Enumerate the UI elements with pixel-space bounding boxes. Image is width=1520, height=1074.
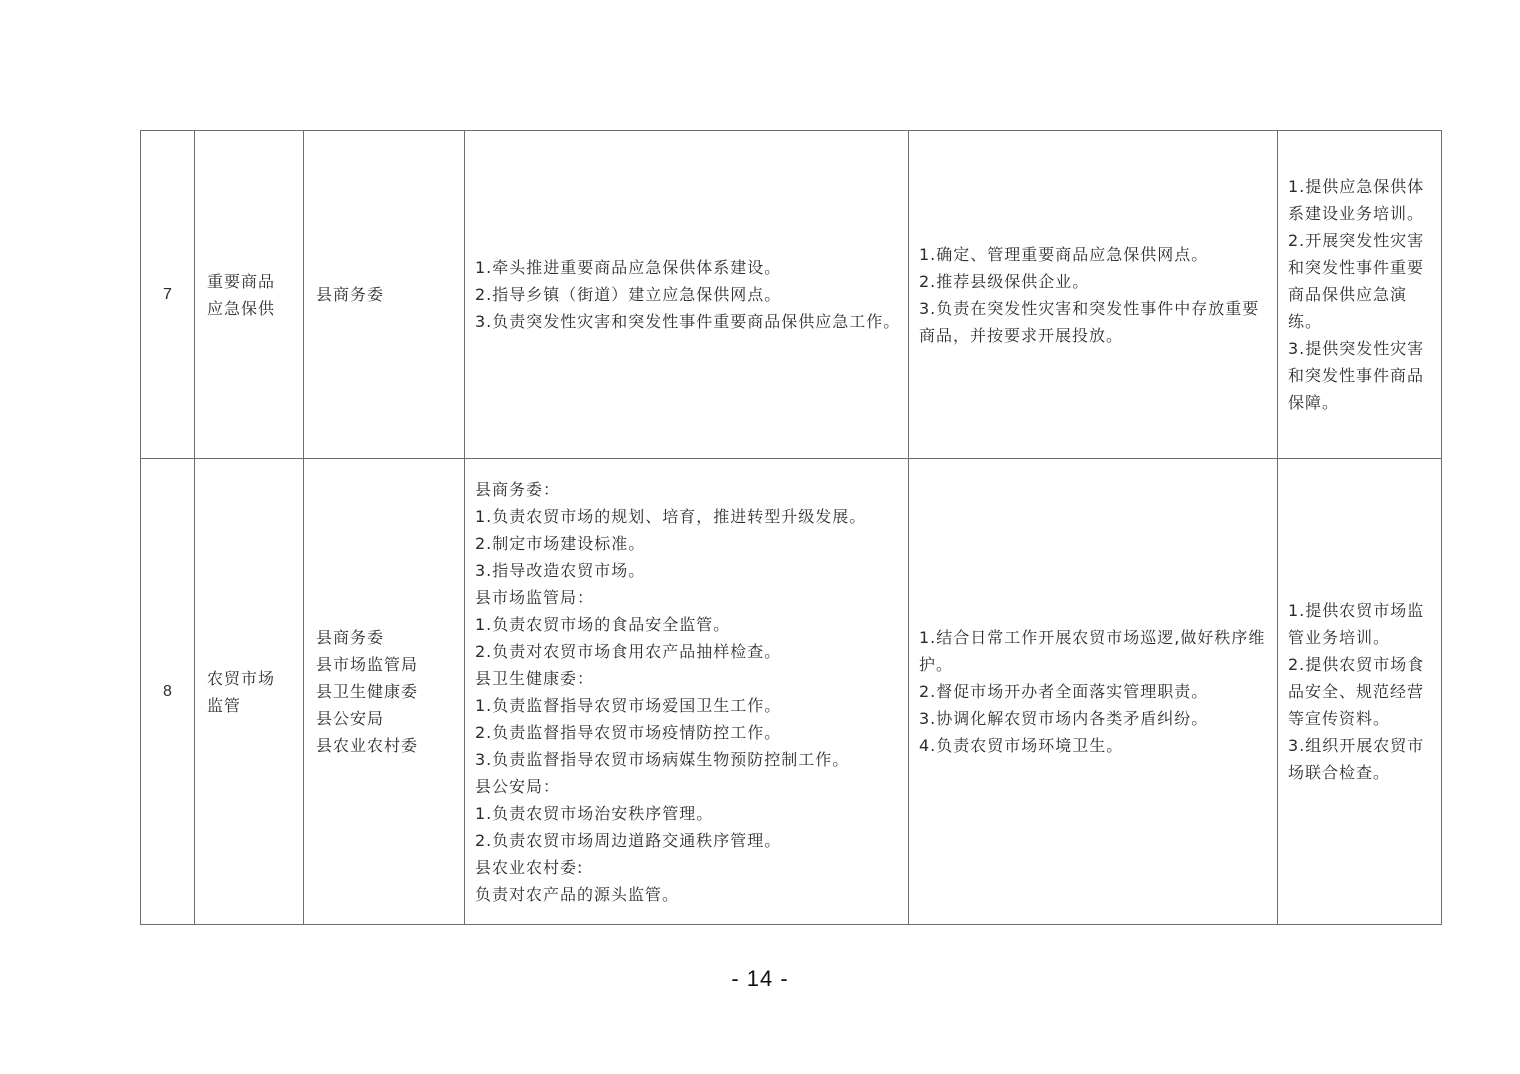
- item-name-line: 农贸市场: [207, 668, 276, 688]
- duty-line: 2.推荐县级保供企业。: [919, 271, 1090, 291]
- duty-line: 4.负责农贸市场环境卫生。: [919, 736, 1124, 755]
- duty-line: 3.指导改造农贸市场。: [475, 560, 646, 580]
- duty-line: 2.负责农贸市场周边道路交通秩序管理。: [475, 830, 782, 850]
- duty-heading: 县公安局：: [475, 776, 561, 796]
- lead-duties-cell: [465, 459, 909, 925]
- duty-line: 2.制定市场建设标准。: [475, 533, 646, 553]
- duty-line: 2.指导乡镇（街道）建立应急保供网点。: [475, 285, 782, 304]
- duty-line: 1.提供应急保供体系建设业务培训。: [1288, 177, 1425, 223]
- row-number: 7: [141, 131, 195, 459]
- department-name: 县商务委: [316, 628, 385, 647]
- lead-duties-cell: [465, 131, 909, 459]
- item-name-line: 监管: [207, 695, 242, 715]
- duty-line: 3.协调化解农贸市场内各类矛盾纠纷。: [919, 709, 1209, 728]
- duty-heading: 县卫生健康委：: [475, 668, 595, 688]
- duty-line: 负责对农产品的源头监管。: [475, 884, 680, 904]
- department-name: 县商务委: [316, 285, 385, 304]
- item-name-line: 应急保供: [207, 298, 276, 318]
- duty-line: 3.提供突发性灾害和突发性事件商品保障。: [1288, 339, 1425, 412]
- item-name-cell: [195, 131, 304, 459]
- table-row: [141, 131, 1442, 459]
- department-cell: [304, 459, 465, 925]
- department-name: 县农业农村委: [316, 736, 419, 755]
- item-name-cell: [195, 459, 304, 925]
- support-duties-cell: [1278, 459, 1442, 925]
- duty-line: 1.负责农贸市场的食品安全监管。: [475, 614, 731, 634]
- department-name: 县卫生健康委: [316, 682, 419, 701]
- duty-line: 2.负责对农贸市场食用农产品抽样检查。: [475, 641, 782, 661]
- support-duties-cell: [1278, 131, 1442, 459]
- row-number: 8: [141, 459, 195, 925]
- duty-line: 3.负责在突发性灾害和突发性事件中存放重要商品，并按要求开展投放。: [919, 298, 1260, 345]
- duty-line: 1.结合日常工作开展农贸市场巡逻,做好秩序维护。: [919, 628, 1266, 674]
- duty-line: 2.提供农贸市场食品安全、规范经营等宣传资料。: [1288, 655, 1425, 728]
- town-duties-cell: [909, 459, 1278, 925]
- duty-line: 2.开展突发性灾害和突发性事件重要商品保供应急演练。: [1288, 231, 1425, 331]
- table-row: [141, 459, 1442, 925]
- duty-line: 3.负责突发性灾害和突发性事件重要商品保供应急工作。: [475, 312, 901, 331]
- duty-heading: 县农业农村委:: [475, 857, 584, 877]
- page-number: - 14 -: [731, 966, 789, 991]
- duty-line: 1.负责农贸市场治安秩序管理。: [475, 803, 714, 823]
- duty-line: 1.确定、管理重要商品应急保供网点。: [919, 244, 1209, 264]
- duty-heading: 县市场监管局：: [475, 587, 595, 607]
- duty-line: 3.组织开展农贸市场联合检查。: [1288, 736, 1425, 782]
- duty-line: 2.督促市场开办者全面落实管理职责。: [919, 682, 1209, 701]
- duty-heading: 县商务委：: [475, 479, 561, 499]
- department-cell: [304, 131, 465, 459]
- department-name: 县市场监管局: [316, 655, 419, 674]
- duty-line: 3.负责监督指导农贸市场病媒生物预防控制工作。: [475, 749, 850, 769]
- duty-line: 1.牵头推进重要商品应急保供体系建设。: [475, 258, 782, 277]
- duty-line: 1.提供农贸市场监管业务培训。: [1288, 601, 1425, 647]
- town-duties-cell: [909, 131, 1278, 459]
- duty-line: 1.负责农贸市场的规划、培育，推进转型升级发展。: [475, 506, 867, 526]
- duty-table: [140, 130, 1442, 925]
- item-name-line: 重要商品: [207, 271, 276, 291]
- department-name: 县公安局: [316, 709, 385, 728]
- duty-line: 2.负责监督指导农贸市场疫情防控工作。: [475, 722, 782, 742]
- duty-line: 1.负责监督指导农贸市场爱国卫生工作。: [475, 695, 782, 715]
